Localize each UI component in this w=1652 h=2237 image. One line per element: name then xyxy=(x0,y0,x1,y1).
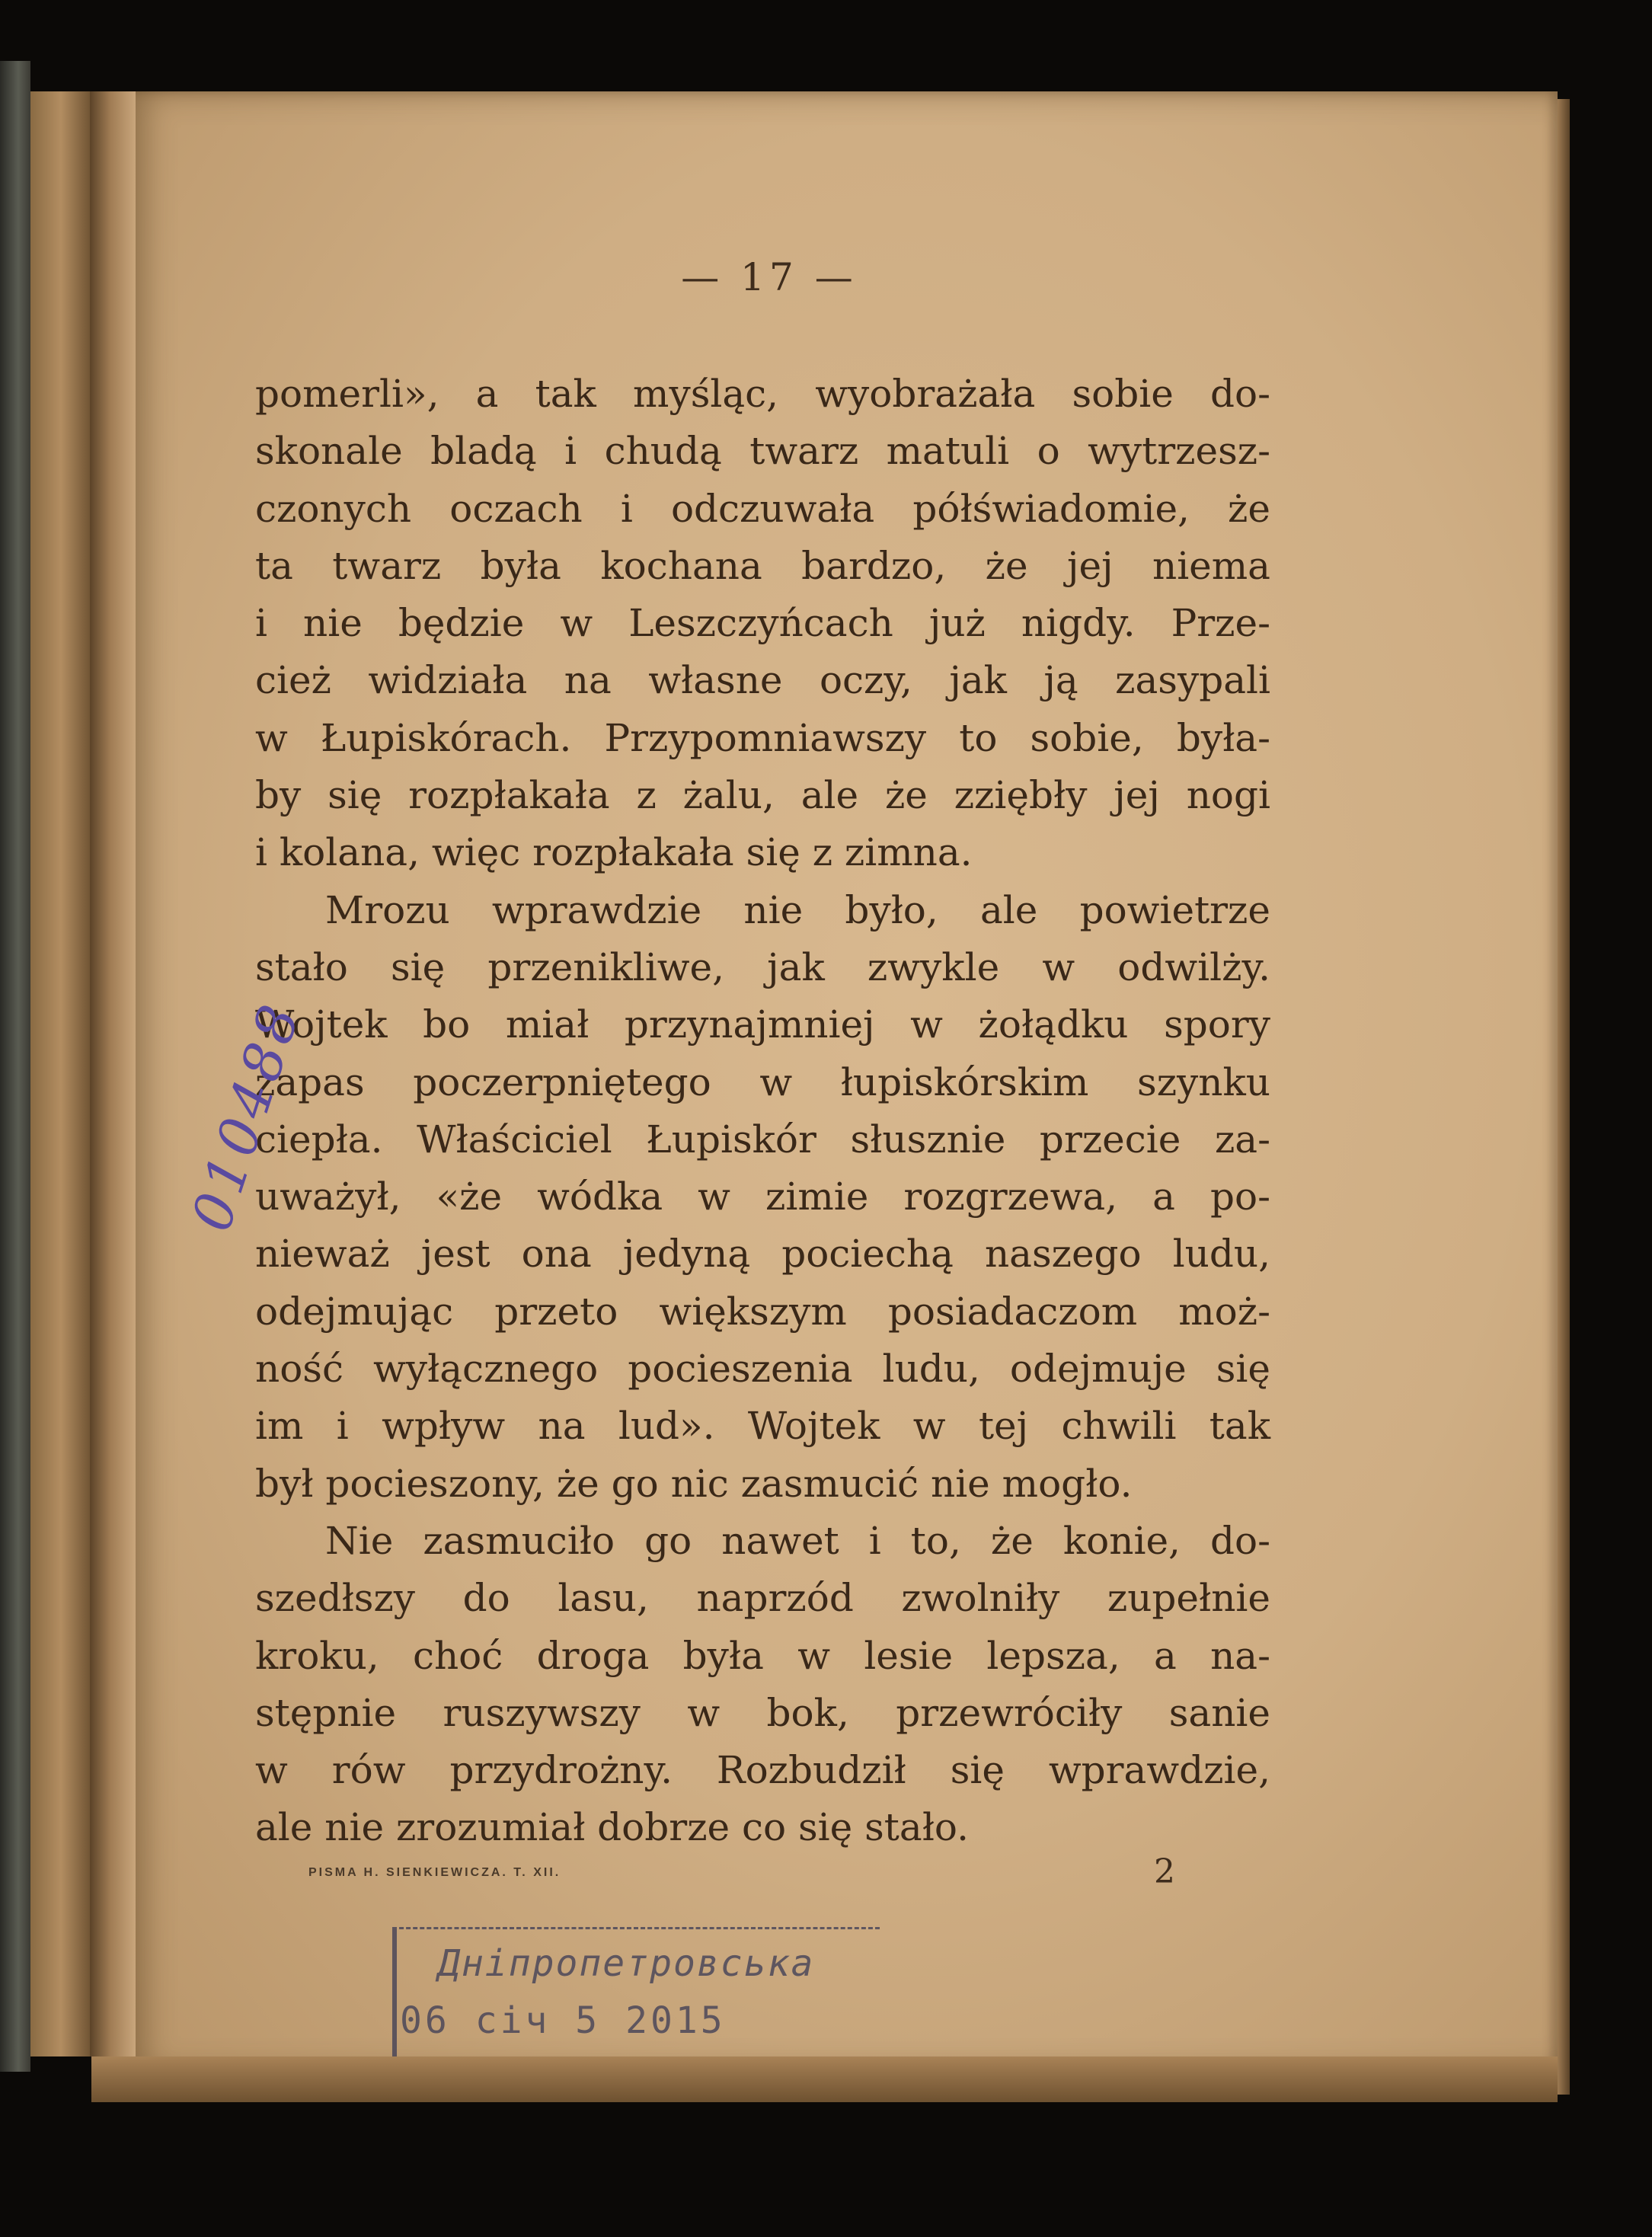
text-line: stępnie ruszywszy w bok, przewróciły sanie xyxy=(255,1690,1270,1735)
signature-mark: PISMA H. SIENKIEWICZA. T. XII. xyxy=(308,1866,561,1879)
text-line: ale nie zrozumiał dobrze co się stało. xyxy=(255,1805,970,1850)
text-line: czonych oczach i odczuwała półświadomie, że xyxy=(255,486,1270,531)
text-line: im i wpływ na lud». Wojtek w tej chwili tak xyxy=(255,1404,1270,1449)
sheet-number: 2 xyxy=(1154,1852,1175,1891)
text-line: szedłszy do lasu, naprzód zwolniły zupełnie xyxy=(255,1576,1270,1621)
text-line: pomerli», a tak myśląc, wyobrażała sobie do- xyxy=(255,372,1270,416)
text-line: by się rozpłakała z żalu, ale że zziębły jej nogi xyxy=(255,773,1270,818)
page-gutter xyxy=(90,91,136,2056)
text-line: cież widziała na własne oczy, jak ją zasypali xyxy=(255,658,1270,703)
text-line: zapas poczerpniętego w łupiskórskim szynku xyxy=(255,1059,1270,1104)
text-line: i kolana, więc rozpłakała się z zimna. xyxy=(255,830,973,875)
previous-page-edge xyxy=(30,91,91,2056)
text-line: był pocieszony, że go nic zasmucić nie mogło. xyxy=(255,1461,1133,1506)
stamp-line-1: Дніпропетровська xyxy=(438,1942,815,1985)
page-bottom-edge xyxy=(91,2056,1558,2102)
page-body-text xyxy=(255,366,1270,1857)
text-line: ność wyłącznego pocieszenia ludu, odejmuje się xyxy=(255,1347,1270,1392)
text-line: ciepła. Właściciel Łupiskór słusznie przecie za- xyxy=(255,1117,1270,1162)
page-right-edge xyxy=(1558,99,1570,2095)
text-line: kroku, choć droga była w lesie lepsza, a na- xyxy=(255,1633,1270,1678)
text-line: i nie będzie w Leszczyńcach już nigdy. Prze- xyxy=(255,601,1270,646)
page-number-header: — 17 — xyxy=(681,255,858,299)
text-line: ta twarz była kochana bardzo, że jej niema xyxy=(255,543,1270,588)
stamp-line-2: 06 січ 5 2015 xyxy=(400,1999,726,2042)
book-spine xyxy=(0,61,30,2072)
text-line: w rów przydrożny. Rozbudził się wprawdzie, xyxy=(255,1748,1270,1793)
text-line: skonale bladą i chudą twarz matuli o wytrzesz- xyxy=(255,429,1270,474)
text-line: uważył, «że wódka w zimie rozgrzewa, a po- xyxy=(255,1174,1270,1219)
text-line: Wojtek bo miał przynajmniej w żołądku spory xyxy=(255,1002,1270,1047)
text-line: Mrozu wprawdzie nie było, ale powietrze xyxy=(325,887,1270,932)
handwritten-inventory-number: 010488 xyxy=(179,993,313,1238)
text-line: w Łupiskórach. Przypomniawszy to sobie, była- xyxy=(255,715,1270,760)
library-stamp xyxy=(392,1927,880,2056)
text-line: stało się przenikliwe, jak zwykle w odwilży. xyxy=(255,944,1270,989)
text-line: Nie zasmuciło go nawet i to, że konie, do- xyxy=(325,1518,1270,1563)
text-line: nieważ jest ona jedyną pociechą naszego ludu, xyxy=(255,1232,1270,1277)
text-line: odejmując przeto większym posiadaczom moż- xyxy=(255,1289,1270,1334)
